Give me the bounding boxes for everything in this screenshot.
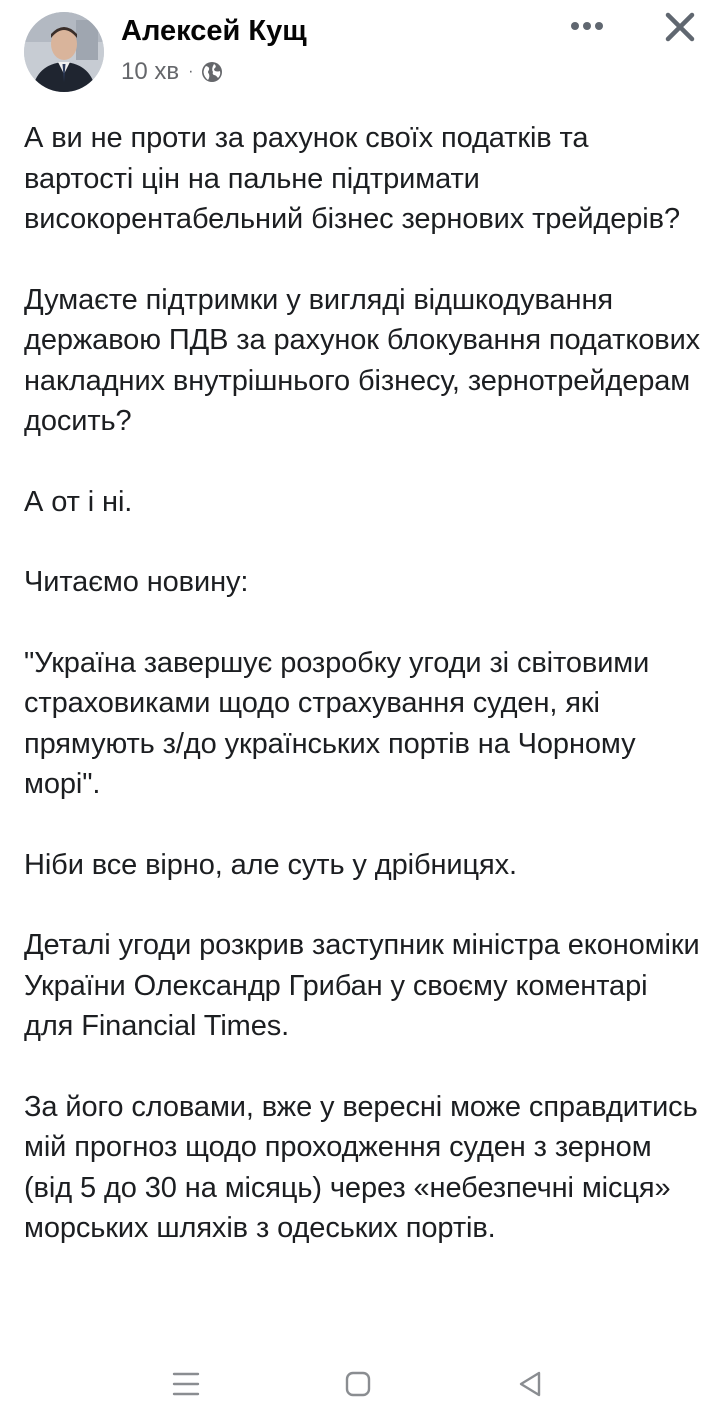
post-paragraph: Думаєте підтримки у вигляді відшкодування державою ПДВ за рахунок блокування податкових накладних внутрішнього бізнесу, зернотрейдерам досить?	[24, 283, 701, 437]
post-paragraph: А ви не проти за рахунок своїх податків та вартості цін на пальне підтримати високорентабельний бізнес зернових трейдерів?	[24, 122, 680, 235]
author-name[interactable]: Алексей Кущ	[121, 15, 307, 47]
avatar-image	[24, 12, 104, 92]
back-button[interactable]	[508, 1362, 552, 1406]
globe-icon[interactable]	[201, 61, 223, 83]
close-icon	[664, 11, 696, 43]
system-navigation-bar	[0, 1340, 720, 1427]
recent-apps-button[interactable]	[164, 1362, 208, 1406]
home-icon	[344, 1370, 372, 1398]
home-button[interactable]	[336, 1362, 380, 1406]
post-paragraph: За його словами, вже у вересні може справдитись мій прогноз щодо проходження суден з зерном (від 5 до 30 на місяць) через «небезпечні місця» морських шляхів з одеських портів.	[24, 1090, 698, 1244]
close-button[interactable]	[659, 6, 701, 48]
post-paragraph: Ніби все вірно, але суть у дрібницях.	[24, 848, 517, 881]
post-header	[0, 0, 720, 100]
author-avatar[interactable]	[24, 12, 104, 92]
post-meta	[121, 56, 223, 88]
more-horizontal-icon	[570, 21, 604, 31]
more-options-button[interactable]	[566, 12, 608, 40]
post-paragraph: "Україна завершує розробку угоди зі світовими страховиками щодо страхування суден, які прямують з/до українських портів на Чорному морі".	[24, 646, 650, 800]
post-paragraph: Деталі угоди розкрив заступник міністра економіки України Олександр Грибан у своєму коментарі для Financial Times.	[24, 929, 700, 1042]
meta-separator: ·	[188, 63, 194, 80]
back-icon	[517, 1370, 543, 1398]
post-timestamp[interactable]: 10 хв	[121, 58, 180, 85]
post-text	[24, 118, 704, 1340]
post-paragraph: А от і ні.	[24, 485, 133, 518]
post-paragraph: Читаємо новину:	[24, 566, 249, 598]
recent-apps-icon	[172, 1371, 200, 1397]
